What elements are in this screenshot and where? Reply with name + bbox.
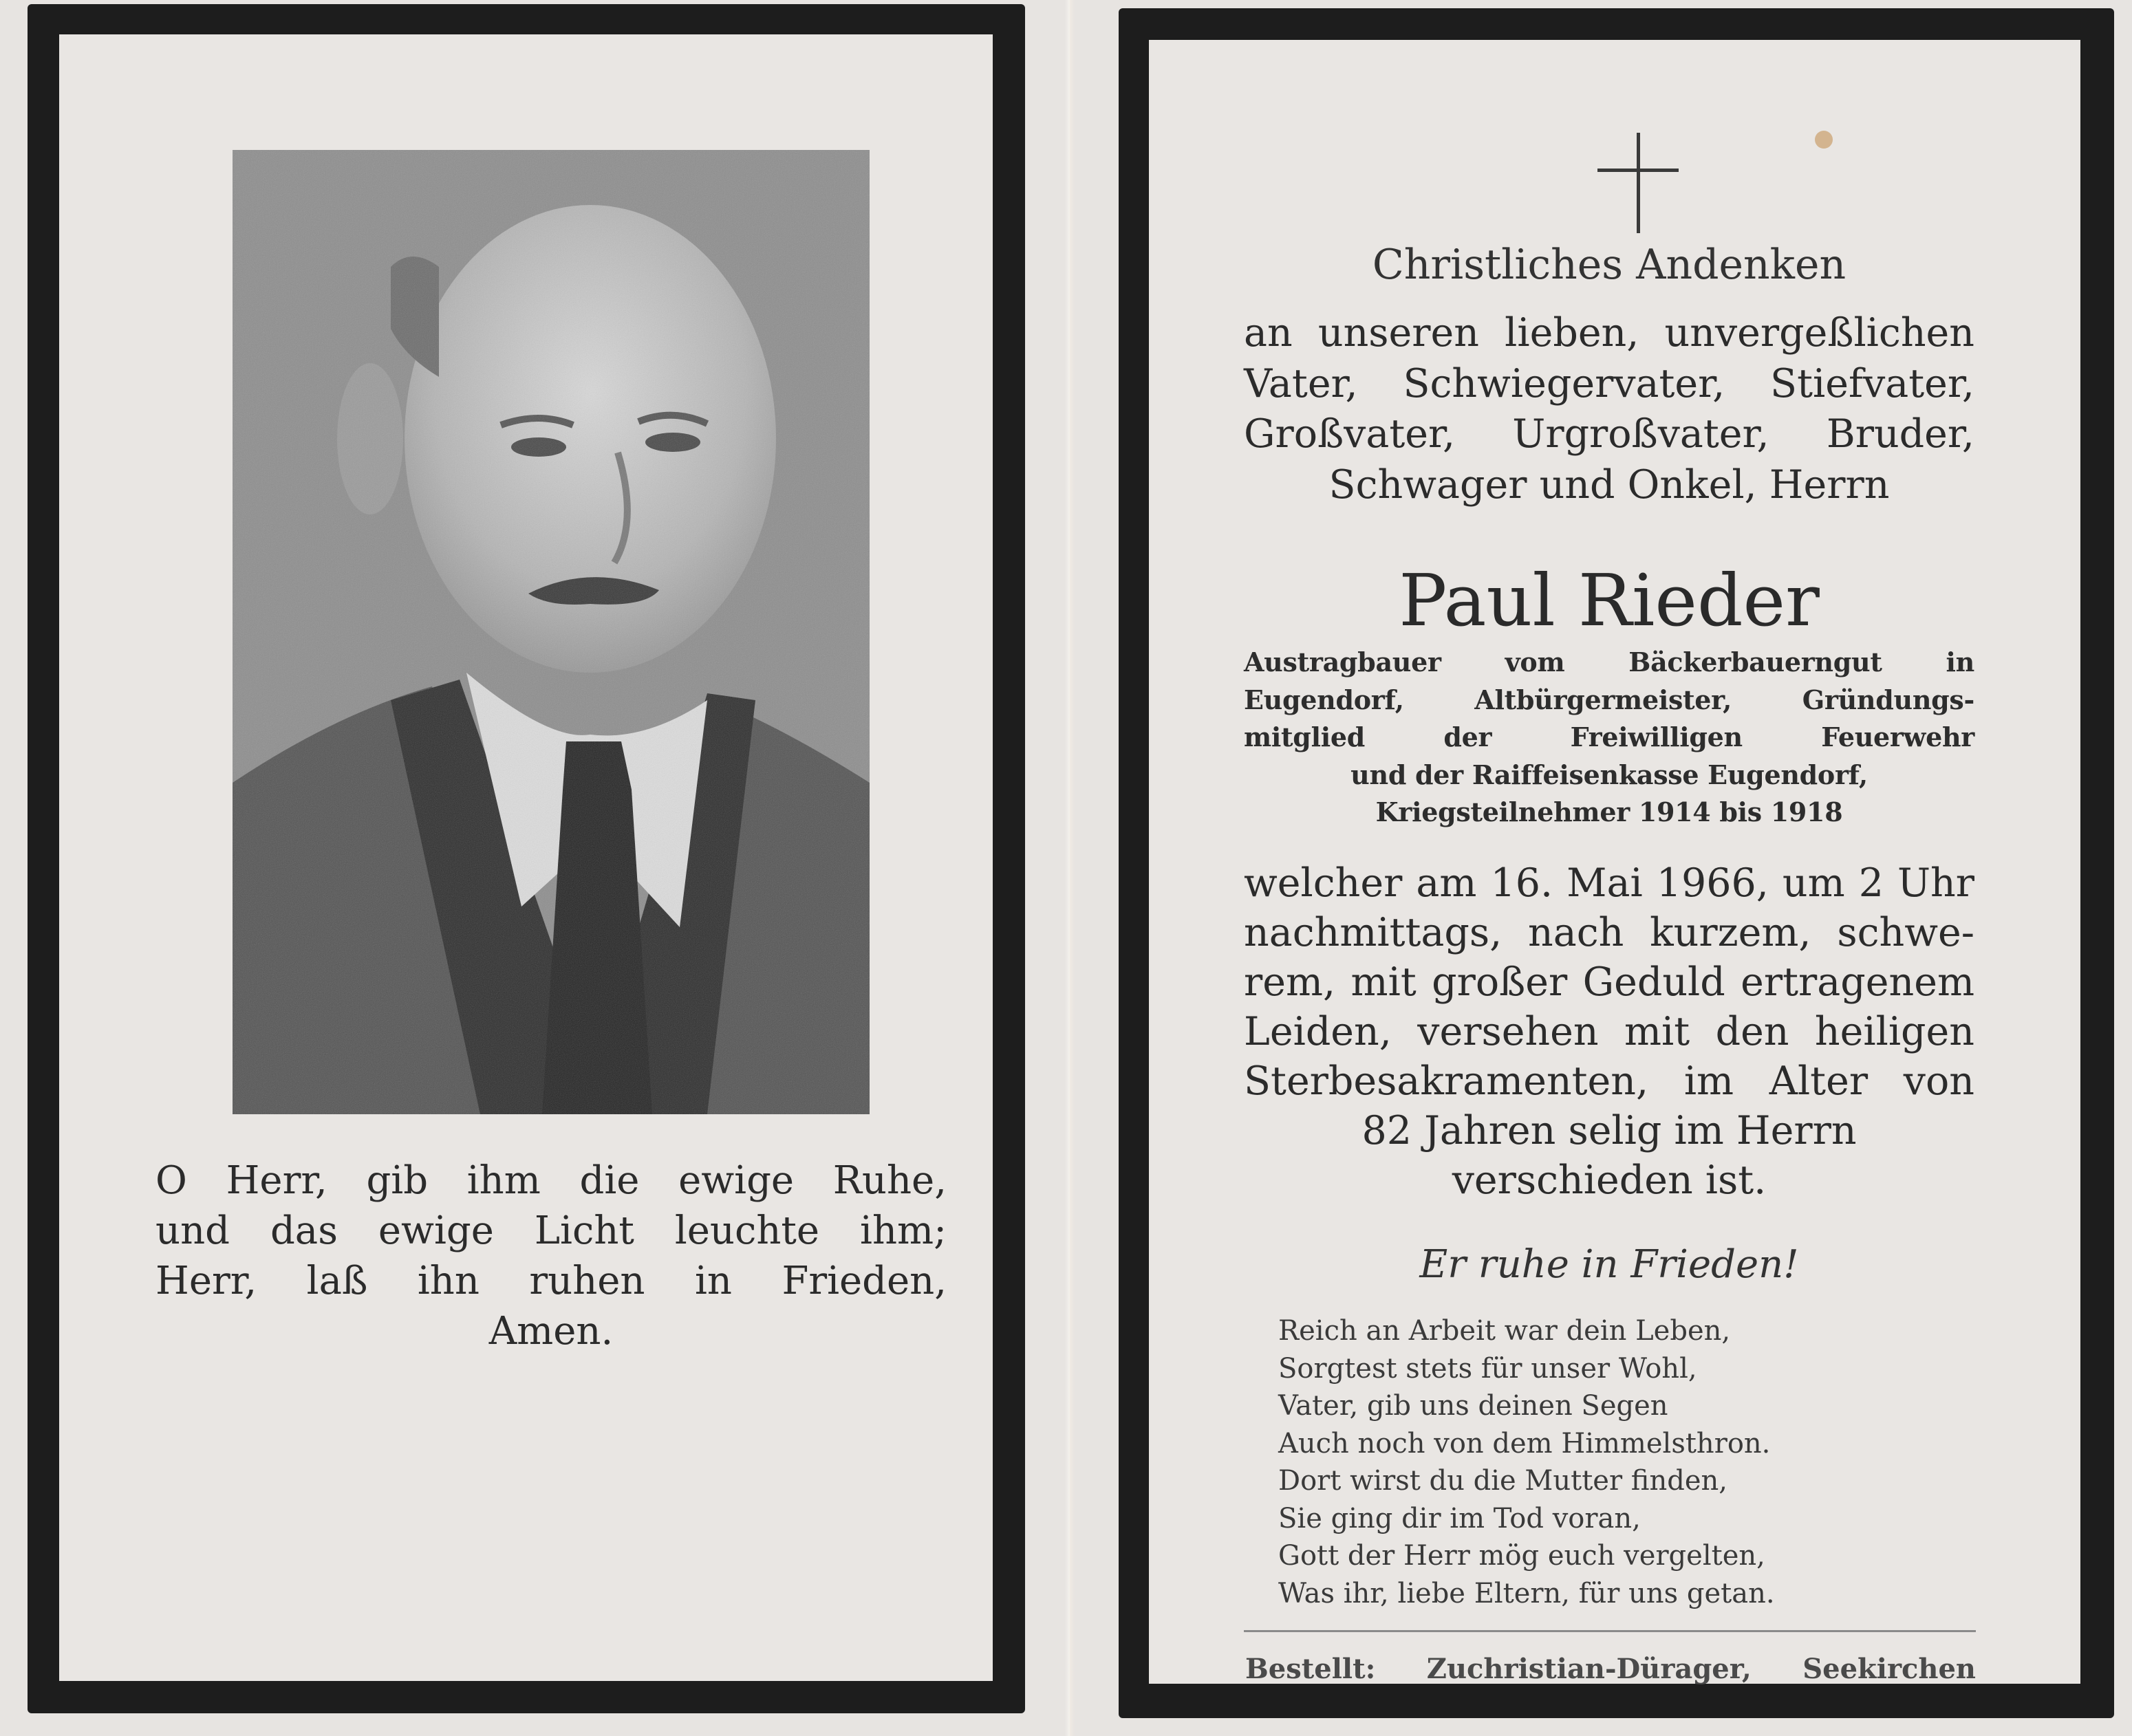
left-card-panel — [59, 34, 993, 1681]
poem-line: Was ihr, liebe Eltern, für uns getan. — [1278, 1577, 1775, 1609]
card-heading: Christliches Andenken — [1372, 241, 1846, 289]
deceased-name: Paul Rieder — [1399, 558, 1820, 642]
title-line: Eugendorf, Altbürgermeister, Gründungs- — [1244, 684, 1974, 715]
prayer-line: und das ewige Licht leuchte ihm; — [155, 1208, 947, 1253]
poem-line: Dort wirst du die Mutter finden, — [1278, 1465, 1727, 1497]
title-line: Austragbauer vom Bäckerbauerngut in — [1244, 647, 1974, 677]
title-line: Kriegsteilnehmer 1914 bis 1918 — [1375, 796, 1843, 827]
passing-line: Leiden, versehen mit den heiligen — [1244, 1009, 1974, 1054]
poem-line: Sorgtest stets für unser Wohl, — [1278, 1352, 1697, 1385]
cross-icon — [1597, 133, 1680, 235]
dedication-line: Schwager und Onkel, Herrn — [1328, 462, 1890, 508]
paper-stain-spot — [1815, 131, 1833, 149]
left-card-black-border — [28, 4, 1025, 1713]
rest-in-peace: Er ruhe in Frieden! — [1419, 1242, 1799, 1287]
dedication-line: Großvater, Urgroßvater, Bruder, — [1244, 411, 1974, 457]
right-card-black-border — [1119, 8, 2114, 1718]
dedication-line: Vater, Schwiegervater, Stiefvater, — [1244, 360, 1974, 406]
prayer-line: Herr, laß ihn ruhen in Frieden, — [155, 1259, 947, 1303]
deceased-titles — [1244, 644, 1974, 832]
passing-line: 82 Jahren selig im Herrn — [1361, 1108, 1857, 1153]
footer-divider — [1244, 1630, 1976, 1632]
title-line: und der Raiffeisenkasse Eugendorf, — [1350, 759, 1868, 790]
card-fold-crease — [1065, 0, 1075, 1736]
poem-line: Gott der Herr mög euch vergelten, — [1278, 1540, 1765, 1572]
dedication-text — [1244, 308, 1974, 510]
portrait-illustration — [233, 150, 870, 1114]
poem-line: Auch noch von dem Himmelsthron. — [1278, 1427, 1771, 1460]
prayer-line: Amen. — [488, 1309, 614, 1354]
printer-credit: Bestellt: Zuchristian-Dürager, Seekirchen — [1245, 1653, 1976, 1685]
dedication-line: an unseren lieben, unvergeßlichen — [1244, 310, 1974, 356]
poem-line: Sie ging dir im Tod voran, — [1278, 1502, 1641, 1534]
memorial-poem — [1278, 1312, 1952, 1612]
cross-horizontal-bar — [1597, 169, 1679, 172]
prayer-text — [155, 1155, 947, 1356]
title-line: mitglied der Freiwilligen Feuerwehr — [1244, 721, 1974, 752]
portrait-photo — [233, 150, 870, 1114]
right-card-panel — [1149, 40, 2080, 1684]
prayer-line: O Herr, gib ihm die ewige Ruhe, — [155, 1158, 947, 1203]
passing-line: nachmittags, nach kurzem, schwe- — [1244, 910, 1974, 955]
passing-line: Sterbesakramenten, im Alter von — [1244, 1059, 1974, 1104]
passing-line: rem, mit großer Geduld ertragenem — [1244, 959, 1974, 1005]
poem-line: Reich an Arbeit war dein Leben, — [1278, 1315, 1731, 1347]
passing-line: welcher am 16. Mai 1966, um 2 Uhr — [1244, 860, 1974, 906]
passing-line: verschieden ist. — [1452, 1158, 1767, 1203]
cross-vertical-bar — [1637, 133, 1640, 233]
passing-notice — [1244, 858, 1974, 1205]
poem-line: Vater, gib uns deinen Segen — [1278, 1390, 1668, 1422]
